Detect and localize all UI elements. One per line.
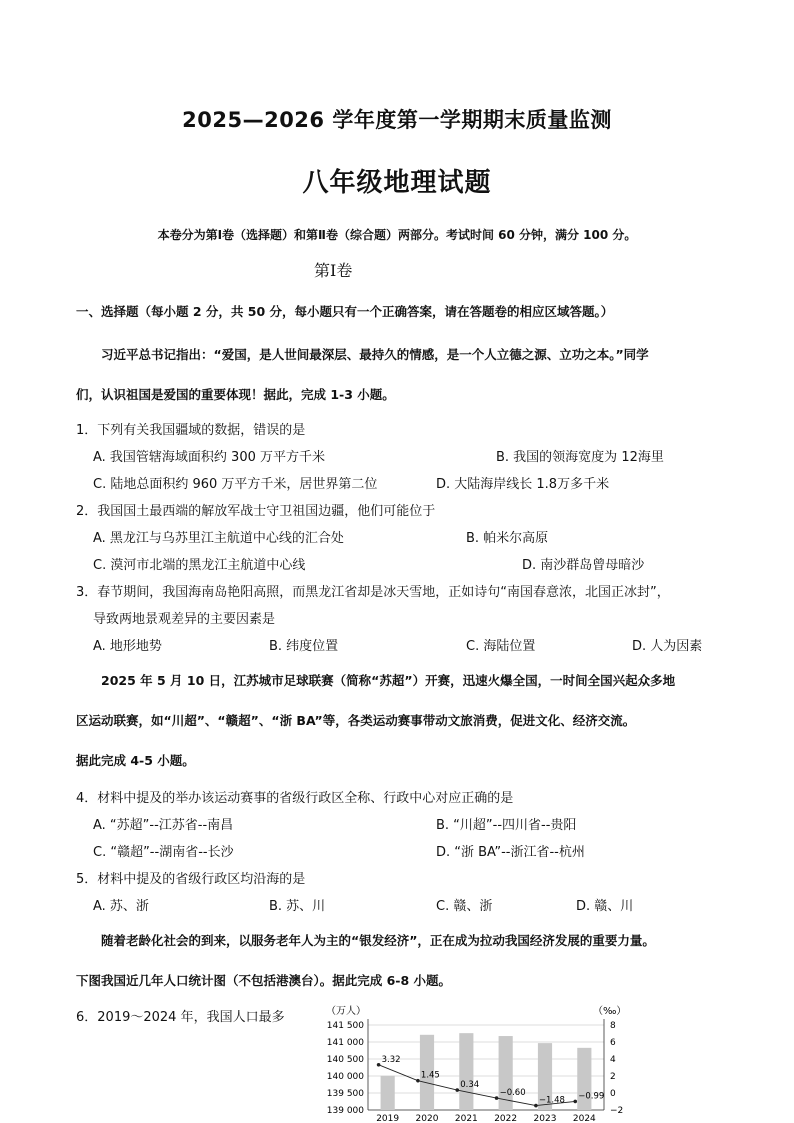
x-tick-label: 2021 — [454, 1114, 478, 1123]
rate-data-label: 0.34 — [460, 1080, 480, 1091]
exam-subtitle: 八年级地理试题 — [302, 168, 492, 198]
rate-point — [377, 1063, 381, 1067]
y-tick-label: 139 000 — [326, 1106, 364, 1116]
rate-data-label: −1.48 — [538, 1095, 565, 1106]
question-6-stem: 6．2019～2024 年，我国人口最多 — [76, 1010, 285, 1025]
section-heading: 一、选择题（每小题 2 分，共 50 分，每小题只有一个正确答案，请在答题卷的相应区域答题。） — [76, 304, 614, 319]
y2-tick-label: 2 — [610, 1072, 616, 1082]
y-tick-label: 141 000 — [326, 1038, 364, 1048]
question-5-option-b: B. 苏、川 — [269, 899, 326, 914]
question-3-option-c: C. 海陆位置 — [466, 639, 536, 654]
rate-point — [455, 1088, 459, 1092]
x-tick-label: 2024 — [572, 1114, 596, 1123]
question-4-stem: 4．材料中提及的举办该运动赛事的省级行政区全称、行政中心对应正确的是 — [76, 791, 514, 806]
y2-tick-label: 8 — [610, 1021, 616, 1031]
question-5-stem: 5．材料中提及的省级行政区均沿海的是 — [76, 872, 306, 887]
x-tick-label: 2022 — [494, 1114, 518, 1123]
volume-label: 第Ⅰ卷 — [314, 261, 353, 280]
rate-point — [534, 1104, 538, 1108]
y-tick-label: 141 500 — [326, 1021, 364, 1031]
question-2-stem: 2．我国国土最西端的解放军战士守卫祖国边疆，他们可能位于 — [76, 504, 436, 519]
question-4-option-d: D. “浙 BA”--浙江省--杭州 — [436, 845, 585, 860]
bar — [459, 1033, 473, 1110]
question-1-option-c: C. 陆地总面积约 960 万平方千米，居世界第二位 — [93, 477, 378, 492]
question-5-option-d: D. 赣、川 — [576, 899, 634, 914]
y-tick-label: 139 500 — [326, 1089, 364, 1099]
y-tick-label: 140 000 — [326, 1072, 364, 1082]
y2-tick-label: 4 — [610, 1055, 616, 1065]
question-5-option-a: A. 苏、浙 — [93, 899, 149, 914]
question-1-stem: 1．下列有关我国疆域的数据，错误的是 — [76, 423, 306, 438]
rate-data-label: −0.60 — [499, 1088, 526, 1099]
material-3-line-2: 下图我国近几年人口统计图（不包括港澳台）。据此完成 6-8 小题。 — [76, 973, 452, 988]
exam-title: 2025—2026 学年度第一学期期末质量监测 — [182, 108, 612, 132]
question-3-stem-line-1: 3．春节期间，我国海南岛艳阳高照，而黑龙江省却是冰天雪地，正如诗句“南国春意浓，北国正冰封”， — [76, 585, 670, 600]
x-tick-label: 2020 — [415, 1114, 439, 1123]
question-4-option-c: C. “赣超”--湖南省--长沙 — [93, 845, 234, 860]
rate-point — [573, 1100, 577, 1104]
bar — [381, 1076, 395, 1110]
x-tick-label: 2019 — [376, 1114, 400, 1123]
question-1-option-a: A. 我国管辖海域面积约 300 万平方千米 — [93, 450, 326, 465]
material-2-line-3: 据此完成 4-5 小题。 — [76, 753, 195, 768]
material-2-line-2: 区运动联赛，如“川超”、“赣超”、“浙 BA”等，各类运动赛事带动文旅消费，促进文化、经济交流。 — [76, 713, 636, 728]
rate-data-label: −0.99 — [578, 1091, 605, 1102]
y-axis-title: （万人） — [326, 1006, 366, 1017]
exam-intro: 本卷分为第Ⅰ卷（选择题）和第Ⅱ卷（综合题）两部分。考试时间 60 分钟，满分 100 分。 — [157, 228, 637, 242]
material-1-line-1: 习近平总书记指出：“爱国，是人世间最深层、最持久的情感，是一个人立德之源、立功之本。”同学 — [101, 347, 649, 362]
material-3-line-1: 随着老龄化社会的到来，以服务老年人为主的“银发经济”，正在成为拉动我国经济发展的重要力量。 — [101, 933, 655, 948]
question-4-option-b: B. “川超”--四川省--贵阳 — [436, 818, 577, 833]
question-3-stem-line-2: 导致两地景观差异的主要因素是 — [93, 612, 276, 627]
question-1-option-b: B. 我国的领海宽度为 12海里 — [496, 450, 664, 465]
y2-axis-title: （‰） — [593, 1006, 627, 1017]
y2-tick-label: 6 — [610, 1038, 616, 1048]
rate-data-label: 1.45 — [420, 1070, 440, 1081]
question-2-option-b: B. 帕米尔高原 — [466, 531, 549, 546]
question-3-option-b: B. 纬度位置 — [269, 639, 339, 654]
y2-tick-label: 0 — [610, 1089, 616, 1099]
rate-data-label: 3.32 — [381, 1054, 401, 1065]
material-1-line-2: 们，认识祖国是爱国的重要体现！据此，完成 1-3 小题。 — [76, 387, 395, 402]
rate-point — [495, 1096, 499, 1100]
y2-tick-label: −2 — [610, 1106, 624, 1116]
question-3-option-d: D. 人为因素 — [632, 639, 703, 654]
population-chart — [318, 1000, 636, 1123]
y-tick-label: 140 500 — [326, 1055, 364, 1065]
rate-point — [416, 1079, 420, 1083]
question-3-option-a: A. 地形地势 — [93, 639, 162, 654]
question-1-option-d: D. 大陆海岸线长 1.8万多千米 — [436, 477, 610, 492]
question-5-option-c: C. 赣、浙 — [436, 899, 493, 914]
question-4-option-a: A. “苏超”--江苏省--南昌 — [93, 818, 234, 833]
question-2-option-c: C. 漠河市北端的黑龙江主航道中心线 — [93, 558, 306, 573]
question-2-option-a: A. 黑龙江与乌苏里江主航道中心线的汇合处 — [93, 531, 344, 546]
x-tick-label: 2023 — [533, 1114, 557, 1123]
material-2-line-1: 2025 年 5 月 10 日，江苏城市足球联赛（简称“苏超”）开赛，迅速火爆全国，一时间全国兴起众多地 — [101, 673, 676, 688]
question-2-option-d: D. 南沙群岛曾母暗沙 — [522, 558, 645, 573]
